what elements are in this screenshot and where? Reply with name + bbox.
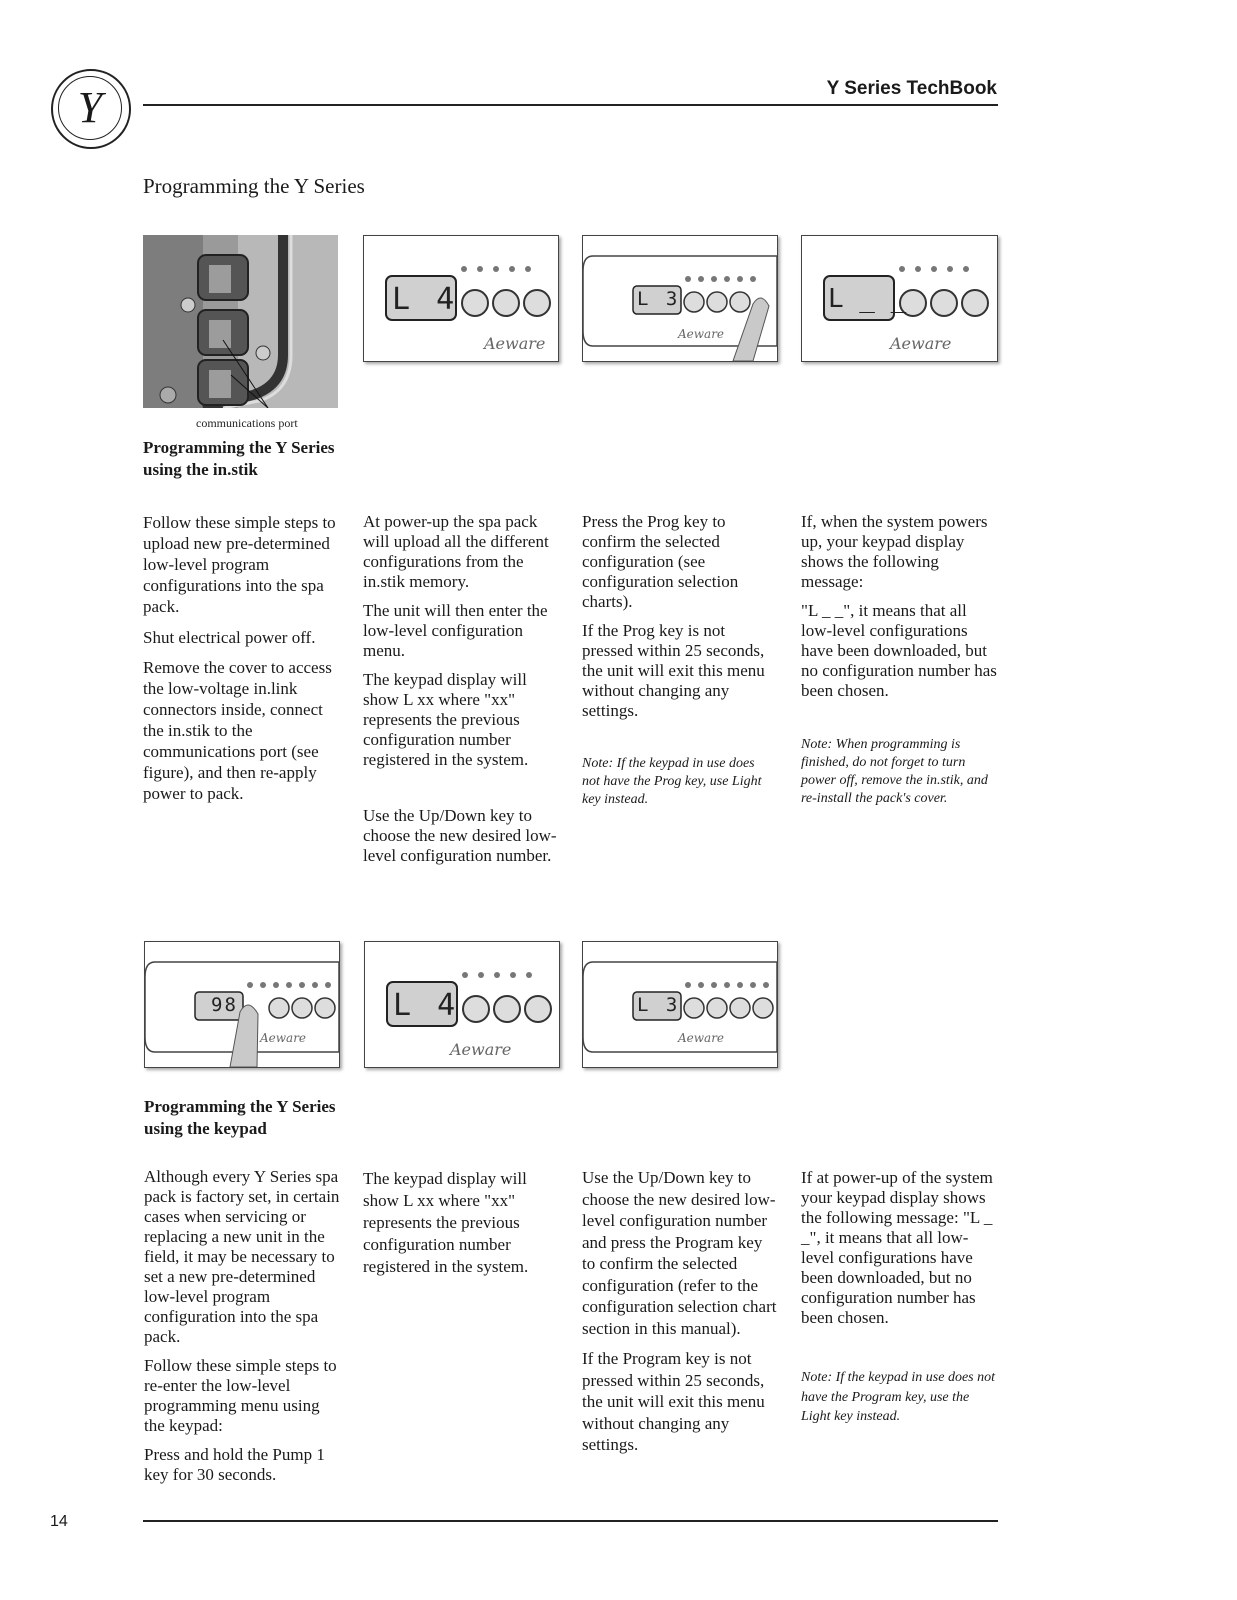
keypad-col3-p1: Use the Up/Down key to choose the new desired low-level configuration number and press the Program key to confirm the selected configuration (refer to the configuration selection chart section in this manual). (582, 1168, 777, 1338)
keypad-col1-p1: Although every Y Series spa pack is factory set, in certain cases when servicing or replacing a new unit in the field, it may be necessary to set a new pre-determined low-level program configuration into the spa pack. (144, 1167, 340, 1346)
instik-col1 (143, 512, 339, 813)
instik-col3 (582, 512, 778, 730)
brand-label: Aeware (484, 334, 546, 353)
brand-label: Aeware (678, 327, 725, 341)
instik-col2-p3: The keypad display will show L xx where "xx" represents the previous configuration number registered in the system. (363, 670, 529, 769)
instik-col1-p2: Shut electrical power off. (143, 628, 316, 647)
keypad-col2-p1: The keypad display will show L xx where "xx" represents the previous configuration number registered in the system. (363, 1169, 529, 1276)
instik-col2-p4: Use the Up/Down key to choose the new desired low-level configuration number. (363, 806, 557, 865)
instik-heading (143, 437, 335, 481)
brand-label: Aeware (450, 1040, 512, 1059)
keypad-col4-note: Note: If the keypad in use does not have the Program key, use the Light key instead. (801, 1370, 996, 1424)
keypad-col4-p1: If at power-up of the system your keypad display shows the following message: "L _ _", it means that all low-level configurations have been downloaded, but no configuration number has been chosen. (801, 1168, 993, 1327)
instik-col4-note: Note: When programming is finished, do not forget to turn power off, remove the in.stik, and re-install the pack's cover. (801, 737, 988, 806)
keypad-col1 (144, 1167, 340, 1494)
instik-col4-p1: If, when the system powers up, your keypad display shows the following message: (801, 512, 988, 591)
display-code: L 3 (637, 288, 681, 310)
brand-label: Aeware (890, 334, 952, 353)
instik-col2-p1: At power-up the spa pack will upload all the different configurations from the in.stik memory. (363, 512, 549, 591)
keypad-col2 (363, 1168, 555, 1287)
keypad-figure-l3-keypad (582, 941, 778, 1068)
instik-col2 (363, 512, 563, 875)
communications-port-caption: communications port (196, 416, 298, 430)
keypad-figure-98-press (144, 941, 340, 1068)
keypad-heading (144, 1096, 336, 1140)
keypad-col4 (801, 1168, 999, 1337)
instik-heading-line1: Programming the Y Series (143, 438, 335, 457)
instik-col1-p3: Remove the cover to access the low-voltage in.link connectors inside, connect the in.stik to the communications port (see figure), and then re-apply power to pack. (143, 658, 332, 803)
display-code: L 3 (637, 994, 681, 1016)
header-title: Y Series TechBook (826, 78, 997, 99)
footer-rule (143, 1520, 998, 1522)
keypad-figure-l3-instik (582, 235, 778, 362)
connector-photo (143, 235, 338, 408)
keypad-figure-l4-instik (363, 235, 559, 362)
keypad-col1-p3: Press and hold the Pump 1 key for 30 seconds. (144, 1445, 325, 1484)
display-code: L 4 (393, 988, 460, 1023)
header-rule (143, 104, 998, 106)
keypad-col1-p2: Follow these simple steps to re-enter the low-level programming menu using the keypad: (144, 1356, 337, 1435)
section-title: Programming the Y Series (143, 174, 365, 198)
brand-label: Aeware (678, 1031, 725, 1045)
keypad-heading-line2: using the keypad (144, 1119, 267, 1138)
keypad-col3-p2: If the Program key is not pressed within 25 seconds, the unit will exit this menu without changing any settings. (582, 1349, 765, 1454)
instik-col3-note: Note: If the keypad in use does not have the Prog key, use Light key instead. (582, 756, 762, 807)
keypad-col3 (582, 1167, 778, 1465)
instik-col2-p2: The unit will then enter the low-level configuration menu. (363, 601, 548, 660)
instik-col3-p1: Press the Prog key to confirm the selected configuration (see configuration selection charts). (582, 512, 739, 611)
instik-col3-p2: If the Prog key is not pressed within 25 seconds, the unit will exit this menu without changing any settings. (582, 621, 765, 720)
instik-col1-p1: Follow these simple steps to upload new pre-determined low-level program configurations into the spa pack. (143, 513, 336, 616)
display-code: L _ _ (828, 284, 907, 314)
logo-letter: Y (58, 76, 122, 140)
instik-heading-line2: using the in.stik (143, 460, 258, 479)
page-number: 14 (50, 1513, 68, 1530)
instik-col4 (801, 512, 999, 710)
display-code: L 4 (392, 282, 459, 317)
brand-label: Aeware (260, 1031, 307, 1045)
instik-col4-p2: "L _ _", it means that all low-level configurations have been downloaded, but no configuration number has been chosen. (801, 601, 997, 700)
display-code: 98 (211, 994, 238, 1016)
keypad-heading-line1: Programming the Y Series (144, 1097, 336, 1116)
keypad-figure-l4-keypad (364, 941, 560, 1068)
y-series-logo (51, 69, 131, 149)
keypad-figure-l-blank-instik (801, 235, 998, 362)
